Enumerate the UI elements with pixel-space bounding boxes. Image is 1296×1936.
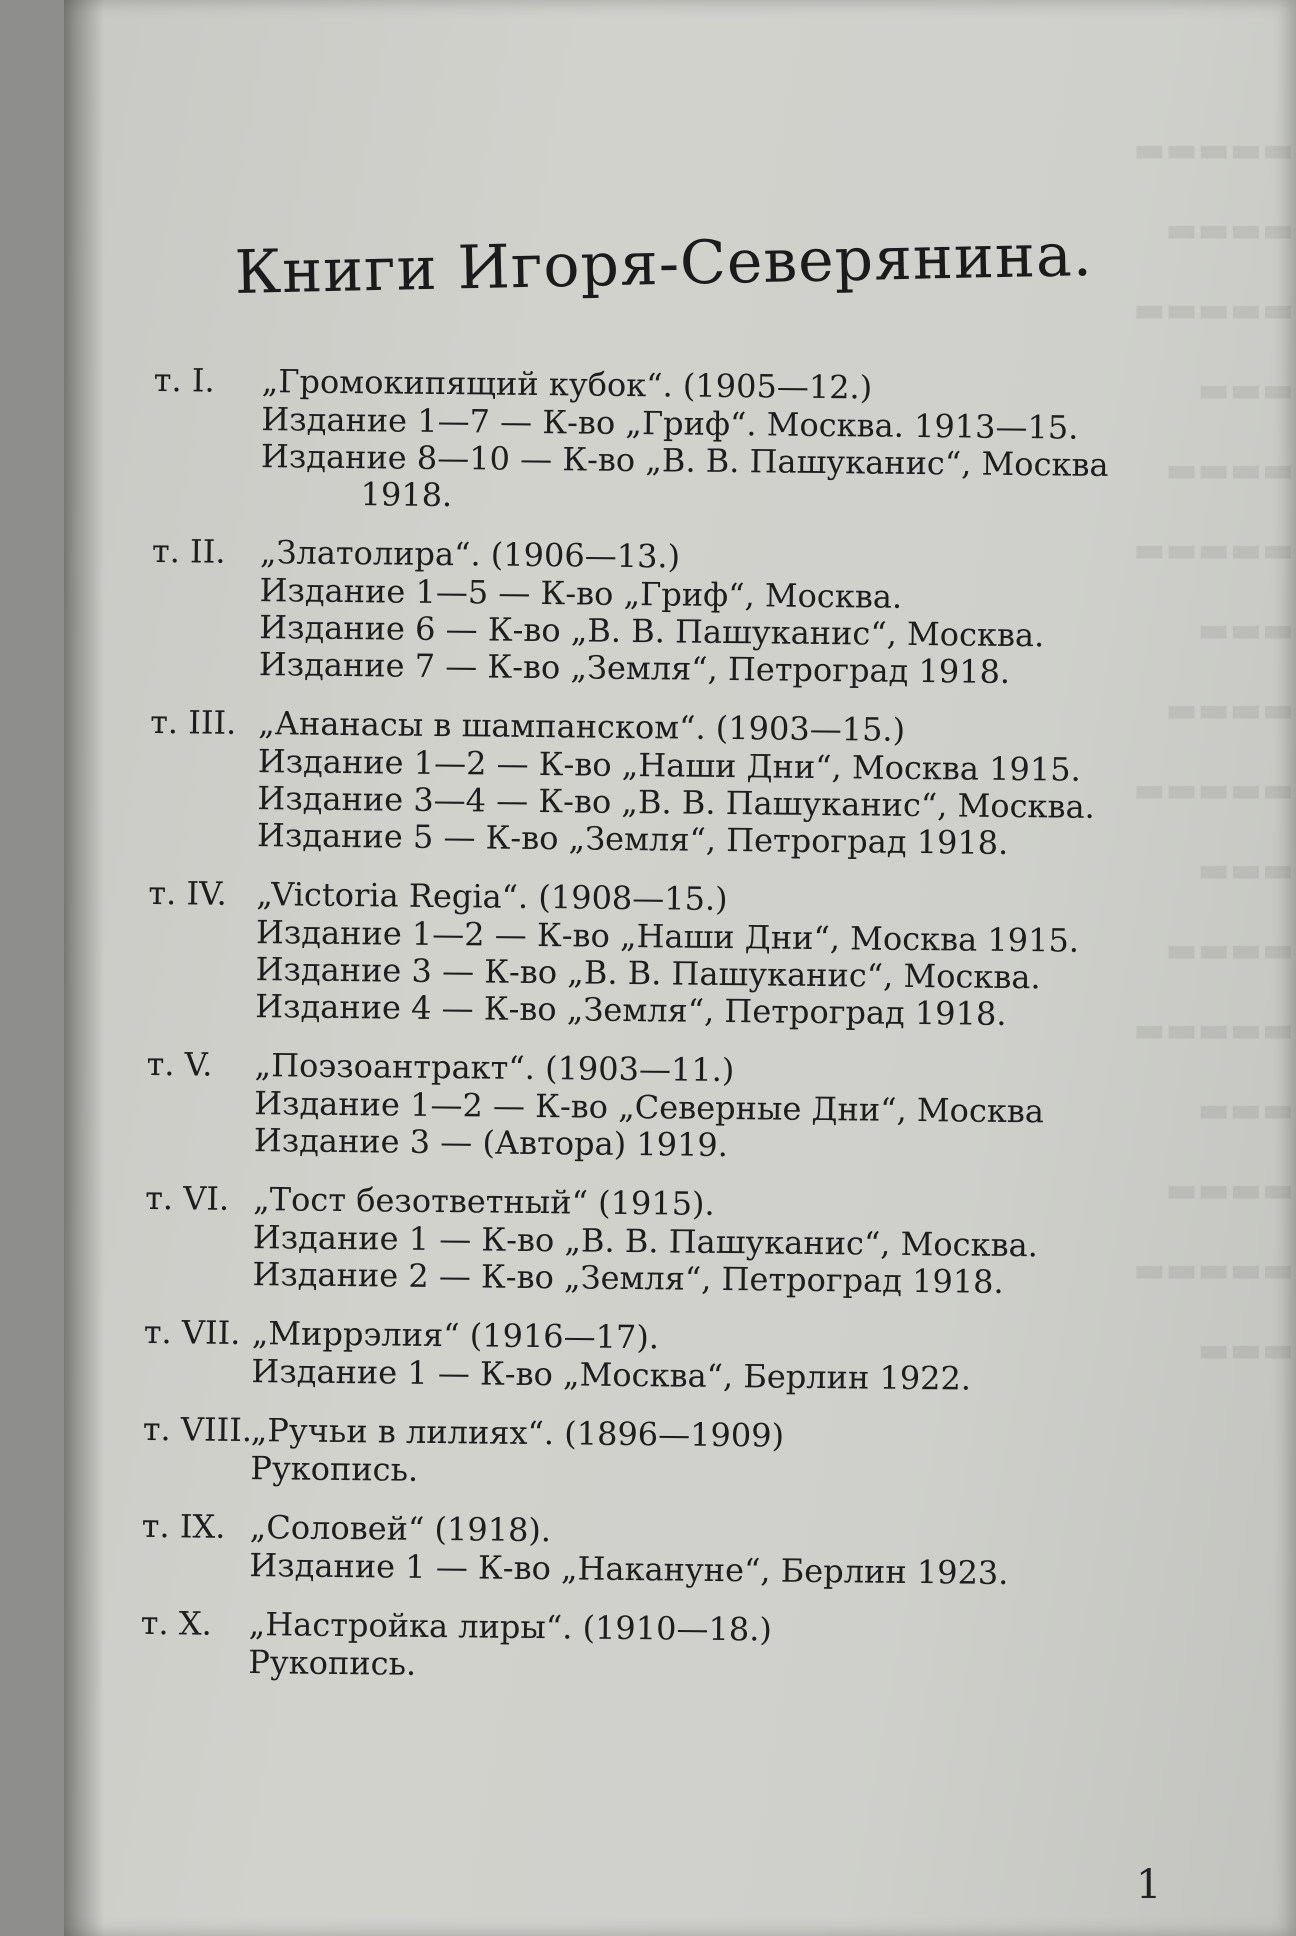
book-entry: [141, 1506, 1172, 1594]
edition-line: Издание 1 — К-во „Накануне“, Берлин 1923.: [249, 1546, 1009, 1593]
book-entry: [147, 873, 1179, 1035]
edition-line: Издание 5 — К-во „Земля“, Петроград 1918.: [256, 816, 1009, 862]
volume-number: т. VII.: [143, 1312, 241, 1352]
book-entry: [143, 1312, 1174, 1400]
edition-line: Издание 3—4 — К-во „В. В. Пашуканис“, Москва.: [257, 779, 1096, 826]
edition-line: Рукопись.: [248, 1643, 417, 1683]
page-title: Книги Игоря-Северянина.: [234, 220, 1094, 308]
book-entry: [149, 702, 1181, 864]
edition-line: Рукопись.: [250, 1449, 419, 1489]
volume-number: т. I.: [153, 360, 215, 400]
book-title: „Миррэлия“ (1916—17).: [251, 1314, 660, 1357]
volume-number: т. VIII.: [142, 1409, 253, 1450]
book-entry: [146, 1044, 1177, 1169]
book-title: „Тост безответный“ (1915).: [253, 1180, 715, 1223]
book-title: „Громокипящий кубок“. (1905—12.): [261, 362, 873, 407]
book-entry: [144, 1178, 1175, 1303]
edition-line: Издание 6 — К-во „В. В. Пашуканис“, Москва.: [259, 608, 1045, 655]
edition-line: Издание 7 — К-во „Земля“, Петроград 1918.: [258, 645, 1011, 691]
show-through-texture: ▬▬▬▬▬ ▬▬▬▬ ▬▬▬▬▬ ▬▬▬ ▬▬▬▬ ▬▬▬▬▬ ▬▬▬ ▬▬▬▬ ▬▬▬▬▬ ▬▬▬ ▬▬▬▬ ▬▬▬▬▬ ▬▬▬ ▬▬▬▬ ▬▬▬▬▬ ▬▬▬: [1133, 130, 1294, 1370]
book-list: [140, 360, 1184, 1711]
book-title: „Ананасы в шампанском“. (1903—15.): [258, 704, 906, 749]
volume-number: т. III.: [150, 702, 237, 742]
volume-number: т. VI.: [145, 1178, 230, 1218]
volume-number: т. IX.: [141, 1506, 226, 1546]
book-entry: [152, 360, 1184, 522]
volume-number: т. II.: [151, 531, 226, 571]
page-number: 1: [1136, 1862, 1162, 1908]
edition-line: 1918.: [360, 475, 453, 515]
edition-line: Издание 3 — К-во „В. В. Пашуканис“, Москва.: [255, 950, 1041, 997]
edition-line: Издание 1—5 — К-во „Гриф“, Москва.: [259, 571, 903, 616]
edition-line: Издание 1—2 — К-во „Наши Дни“, Москва 1915.: [257, 742, 1081, 789]
edition-line: Издание 8—10 — К-во „В. В. Пашуканис“, Москва: [260, 437, 1109, 485]
volume-number: т. V.: [146, 1044, 213, 1084]
spine-shadow: [64, 0, 104, 1936]
book-title: „Ручьи в лилиях“. (1896—1909): [250, 1411, 785, 1455]
volume-number: т. IV.: [148, 873, 227, 913]
book-entry: [140, 1603, 1171, 1691]
edition-line: Издание 1 — К-во „В. В. Пашуканис“, Москва.: [252, 1218, 1039, 1265]
edition-line: Издание 1—2 — К-во „Наши Дни“, Москва 1915.: [255, 913, 1080, 960]
book-title: „Настройка лиры“. (1910—18.): [248, 1605, 773, 1649]
edition-line: Издание 1—2 — К-во „Северные Дни“, Москва: [254, 1084, 1045, 1131]
book-title: „Поэзоантракт“. (1903—11.): [254, 1046, 735, 1090]
volume-number: т. X.: [140, 1603, 212, 1643]
book-title: „Victoria Regia“. (1908—15.): [256, 875, 728, 919]
book-entry: [151, 531, 1183, 693]
book-title: „Златолира“. (1906—13.): [259, 533, 681, 576]
edition-line: Издание 1—7 — К-во „Гриф“. Москва. 1913—15.: [261, 400, 1079, 447]
edition-line: Издание 4 — К-во „Земля“, Петроград 1918.: [255, 987, 1007, 1033]
book-title: „Соловей“ (1918).: [249, 1508, 552, 1550]
edition-line: Издание 1 — К-во „Москва“, Берлин 1922.: [251, 1352, 972, 1398]
book-entry: [142, 1409, 1173, 1497]
edition-line: Издание 2 — К-во „Земля“, Петроград 1918.: [252, 1255, 1004, 1301]
edition-line: Издание 3 — (Автора) 1919.: [253, 1121, 729, 1165]
book-page: [64, 0, 1296, 1936]
